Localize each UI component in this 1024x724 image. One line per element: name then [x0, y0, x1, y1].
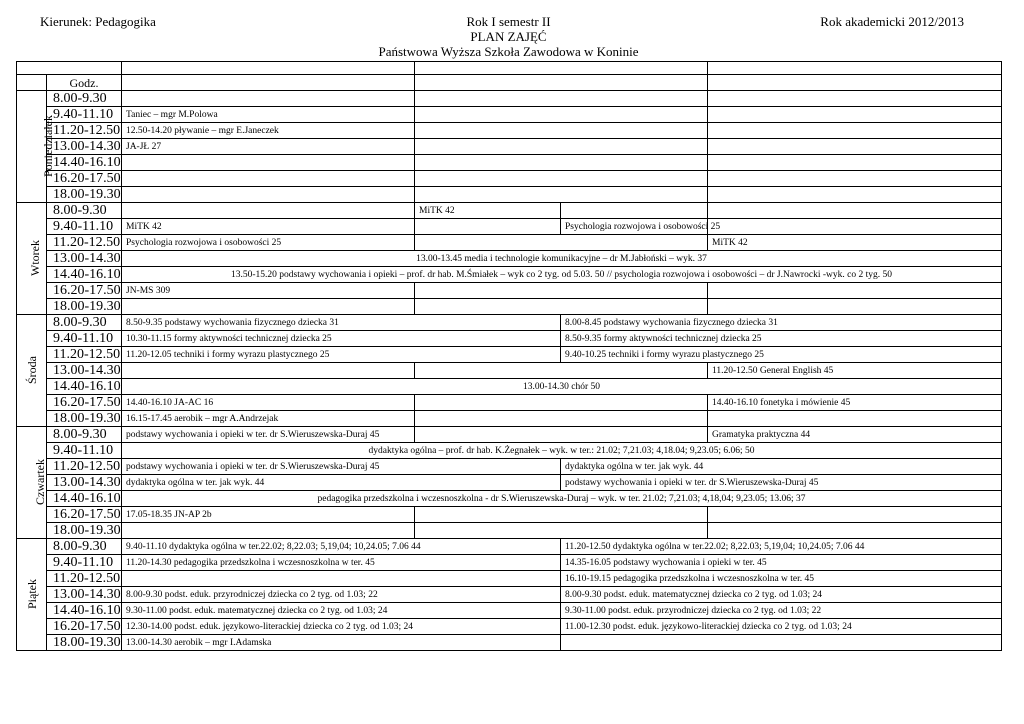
class-cell	[122, 187, 415, 203]
day-label-cell	[17, 427, 47, 539]
class-cell: MiTK 42	[415, 203, 561, 219]
class-cell	[415, 171, 708, 187]
schedule-row	[17, 459, 1002, 475]
time-slot: 11.20-12.50	[47, 571, 122, 587]
time-slot: 8.00-9.30	[47, 315, 122, 331]
class-cell: Taniec – mgr M.Polowa	[122, 107, 415, 123]
class-cell	[415, 107, 708, 123]
class-cell: 17.05-18.35 JN-AP 2b	[122, 507, 415, 523]
schedule-row	[17, 619, 1002, 635]
time-slot: 14.40-16.10	[47, 603, 122, 619]
class-cell	[708, 299, 1002, 315]
class-cell	[708, 107, 1002, 123]
header-school-name: Państwowa Wyższa Szkoła Zawodowa w Koninie	[378, 44, 639, 59]
schedule-row	[17, 91, 1002, 107]
class-cell: Psychologia rozwojowa i osobowości 25	[122, 235, 415, 251]
class-cell	[708, 171, 1002, 187]
class-cell: 11.20-12.05 techniki i formy wyrazu plastycznego 25	[122, 347, 561, 363]
class-cell: podstawy wychowania i opieki w ter. dr S.Wieruszewska-Duraj 45	[122, 459, 561, 475]
schedule-row	[17, 331, 1002, 347]
class-cell	[708, 283, 1002, 299]
schedule-body	[17, 62, 1002, 651]
schedule-row	[17, 251, 1002, 267]
time-slot: 13.00-14.30	[47, 587, 122, 603]
time-slot: 14.40-16.10	[47, 155, 122, 171]
time-slot: 16.20-17.50	[47, 507, 122, 523]
blank-cell	[415, 62, 708, 75]
class-cell	[415, 363, 708, 379]
time-slot: 13.00-14.30	[47, 363, 122, 379]
class-cell	[708, 507, 1002, 523]
class-cell	[708, 187, 1002, 203]
time-slot: 18.00-19.30	[47, 187, 122, 203]
class-cell: Gramatyka praktyczna 44	[708, 427, 1002, 443]
time-slot: 18.00-19.30	[47, 523, 122, 539]
day-label-cell	[17, 315, 47, 427]
class-cell: 16.15-17.45 aerobik – mgr A.Andrzejak	[122, 411, 415, 427]
time-slot: 16.20-17.50	[47, 395, 122, 411]
class-cell	[708, 203, 1002, 219]
class-cell	[415, 123, 708, 139]
time-slot: 14.40-16.10	[47, 267, 122, 283]
schedule-row	[17, 299, 1002, 315]
class-cell: 14.40-16.10 fonetyka i mówienie 45	[708, 395, 1002, 411]
class-cell	[415, 411, 708, 427]
schedule-row	[17, 603, 1002, 619]
schedule-row	[17, 635, 1002, 651]
class-cell: 14.40-16.10 JA-AC 16	[122, 395, 415, 411]
class-cell	[708, 123, 1002, 139]
class-cell: 13.00-14.30 aerobik – mgr I.Adamska	[122, 635, 561, 651]
day-name: Wtorek	[27, 239, 42, 276]
class-cell	[708, 91, 1002, 107]
time-slot: 11.20-12.50	[47, 235, 122, 251]
class-cell	[708, 523, 1002, 539]
blank-cell	[415, 75, 708, 91]
day-name: Poniedziałek	[40, 114, 55, 177]
time-slot: 18.00-19.30	[47, 299, 122, 315]
time-slot: 18.00-19.30	[47, 411, 122, 427]
schedule-row	[17, 187, 1002, 203]
blank-cell	[708, 62, 1002, 75]
class-cell: dydaktyka ogólna w ter. jak wyk. 44	[122, 475, 561, 491]
schedule-row	[17, 411, 1002, 427]
class-cell: podstawy wychowania i opieki w ter. dr S.Wieruszewska-Duraj 45	[122, 427, 415, 443]
class-cell	[708, 139, 1002, 155]
class-cell: 11.20-12.50 dydaktyka ogólna w ter.22.02; 8,22.03; 5,19,04; 10,24.05; 7.06 44	[561, 539, 1002, 555]
class-cell	[708, 411, 1002, 427]
class-cell	[415, 155, 708, 171]
schedule-row	[17, 139, 1002, 155]
time-slot: 9.40-11.10	[47, 219, 122, 235]
class-cell	[415, 187, 708, 203]
time-slot: 16.20-17.50	[47, 619, 122, 635]
class-cell: 11.20-14.30 pedagogika przedszkolna i wczesnoszkolna w ter. 45	[122, 555, 561, 571]
schedule-row	[17, 571, 1002, 587]
class-cell	[122, 523, 415, 539]
class-cell: 10.30-11.15 formy aktywności technicznej dziecka 25	[122, 331, 561, 347]
class-cell	[415, 427, 708, 443]
schedule-row	[17, 171, 1002, 187]
class-cell	[122, 363, 415, 379]
day-label-cell	[17, 91, 55, 203]
schedule-row	[17, 587, 1002, 603]
time-slot: 9.40-11.10	[47, 107, 122, 123]
day-label-cell	[17, 203, 47, 315]
schedule-row	[17, 283, 1002, 299]
schedule-row	[17, 219, 1002, 235]
class-cell: 8.50-9.35 formy aktywności technicznej dziecka 25	[561, 331, 1002, 347]
day-name: Piątek	[25, 578, 39, 609]
class-cell: 13.50-15.20 podstawy wychowania i opieki – prof. dr hab. M.Śmiałek – wyk co 2 tyg. od 5.03. 50 // psychologia rozwojowa i osobowości – dr J.Nawrocki -wyk. co 2 tyg. 50	[122, 267, 1002, 283]
class-cell	[415, 395, 708, 411]
time-slot: 11.20-12.50	[47, 459, 122, 475]
class-cell	[561, 203, 708, 219]
time-slot: 8.00-9.30	[47, 203, 122, 219]
time-slot: 8.00-9.30	[47, 427, 122, 443]
time-slot: 18.00-19.30	[47, 635, 122, 651]
schedule-row	[17, 123, 1002, 139]
class-cell	[122, 203, 415, 219]
class-cell: 16.10-19.15 pedagogika przedszkolna i wczesnoszkolna w ter. 45	[561, 571, 1002, 587]
schedule-row	[17, 475, 1002, 491]
header-blank-row	[17, 62, 1002, 75]
class-cell: MiTK 42	[708, 235, 1002, 251]
time-slot: 16.20-17.50	[47, 171, 122, 187]
class-cell	[122, 171, 415, 187]
class-cell	[561, 635, 1002, 651]
class-cell: pedagogika przedszkolna i wczesnoszkolna - dr S.Wieruszewska-Duraj – wyk. w ter. 21.02; 7,21.03; 4,18,04; 9,23.05; 13.06; 37	[122, 491, 1002, 507]
schedule-row	[17, 267, 1002, 283]
class-cell: 9.40-10.25 techniki i formy wyrazu plastycznego 25	[561, 347, 1002, 363]
blank-cell	[708, 75, 1002, 91]
class-cell	[708, 155, 1002, 171]
time-slot: 14.40-16.10	[47, 491, 122, 507]
class-cell	[415, 299, 708, 315]
blank-cell	[17, 62, 122, 75]
time-slot: 13.00-14.30	[47, 251, 122, 267]
class-cell: 9.30-11.00 podst. eduk. matematycznej dziecka co 2 tyg. od 1.03; 24	[122, 603, 561, 619]
class-cell: 8.00-9.30 podst. eduk. matematycznej dziecka co 2 tyg. od 1.03; 24	[561, 587, 1002, 603]
schedule-row	[17, 379, 1002, 395]
class-cell: dydaktyka ogólna w ter. jak wyk. 44	[561, 459, 1002, 475]
class-cell: 13.00-14.30 chór 50	[122, 379, 1002, 395]
class-cell	[415, 235, 708, 251]
day-label-cell	[17, 539, 47, 651]
time-slot: 11.20-12.50	[47, 347, 122, 363]
schedule-row	[17, 539, 1002, 555]
schedule-row	[17, 315, 1002, 331]
class-cell	[122, 571, 561, 587]
hours-header-row	[17, 75, 1002, 91]
class-cell: 8.00-8.45 podstawy wychowania fizycznego dziecka 31	[561, 315, 1002, 331]
time-slot: 16.20-17.50	[47, 283, 122, 299]
class-cell: JN-MS 309	[122, 283, 415, 299]
schedule-row	[17, 443, 1002, 459]
schedule-row	[17, 107, 1002, 123]
time-slot: 13.00-14.30	[47, 139, 122, 155]
schedule-row	[17, 363, 1002, 379]
schedule-row	[17, 523, 1002, 539]
class-cell: 8.00-9.30 podst. eduk. przyrodniczej dziecka co 2 tyg. od 1.03; 22	[122, 587, 561, 603]
class-cell	[122, 155, 415, 171]
blank-cell	[122, 75, 415, 91]
header-field-of-study: Kierunek: Pedagogika	[40, 14, 156, 29]
schedule-row	[17, 235, 1002, 251]
time-slot: 8.00-9.30	[47, 539, 122, 555]
time-slot: 9.40-11.10	[47, 331, 122, 347]
class-cell: 13.00-13.45 media i technologie komunikacyjne – dr M.Jabłoński – wyk. 37	[122, 251, 1002, 267]
time-slot: 14.40-16.10	[47, 379, 122, 395]
class-cell	[415, 139, 708, 155]
class-cell: JA-JŁ 27	[122, 139, 415, 155]
schedule-row	[17, 203, 1002, 219]
class-cell: 9.40-11.10 dydaktyka ogólna w ter.22.02; 8,22.03; 5,19,04; 10,24.05; 7.06 44	[122, 539, 561, 555]
schedule-row	[17, 427, 1002, 443]
class-cell: 11.00-12.30 podst. eduk. językowo-literackiej dziecka co 2 tyg. od 1.03; 24	[561, 619, 1002, 635]
day-name: Środa	[24, 355, 39, 384]
class-cell: Psychologia rozwojowa i osobowości 25	[561, 219, 708, 235]
class-cell: podstawy wychowania i opieki w ter. dr S.Wieruszewska-Duraj 45	[561, 475, 1002, 491]
hours-header: Godz.	[47, 75, 122, 91]
schedule-row	[17, 347, 1002, 363]
time-slot: 8.00-9.30	[47, 91, 122, 107]
class-cell: 12.50-14.20 pływanie – mgr E.Janeczek	[122, 123, 415, 139]
blank-cell	[122, 62, 415, 75]
schedule-row	[17, 555, 1002, 571]
class-cell	[415, 219, 561, 235]
class-cell	[415, 283, 708, 299]
time-slot: 11.20-12.50	[47, 123, 122, 139]
class-cell: 12.30-14.00 podst. eduk. językowo-literackiej dziecka co 2 tyg. od 1.03; 24	[122, 619, 561, 635]
header-year-semester: Rok I semestr II	[466, 14, 551, 29]
header-plan-title: PLAN ZAJĘĆ	[470, 29, 547, 44]
day-name: Czwartek	[32, 458, 47, 505]
class-cell: MiTK 42	[122, 219, 415, 235]
schedule-row	[17, 395, 1002, 411]
time-slot: 9.40-11.10	[47, 443, 122, 459]
class-cell: 9.30-11.00 podst. eduk. przyrodniczej dziecka co 2 tyg. od 1.03; 22	[561, 603, 1002, 619]
class-cell	[415, 91, 708, 107]
class-cell	[415, 507, 708, 523]
class-cell	[122, 91, 415, 107]
class-cell	[415, 523, 708, 539]
schedule-row	[17, 507, 1002, 523]
header-academic-year: Rok akademicki 2012/2013	[820, 14, 964, 29]
class-cell: dydaktyka ogólna – prof. dr hab. K.Żegnałek – wyk. w ter.: 21.02; 7,21.03; 4,18.04; 9,23.05; 6.06; 50	[122, 443, 1002, 459]
class-cell	[122, 299, 415, 315]
time-slot: 13.00-14.30	[47, 475, 122, 491]
time-slot: 9.40-11.10	[47, 555, 122, 571]
class-cell	[708, 219, 1002, 235]
class-cell: 8.50-9.35 podstawy wychowania fizycznego dziecka 31	[122, 315, 561, 331]
schedule-row	[17, 155, 1002, 171]
blank-cell	[17, 75, 47, 91]
schedule-table	[16, 61, 1002, 651]
schedule-row	[17, 491, 1002, 507]
class-cell: 14.35-16.05 podstawy wychowania i opieki w ter. 45	[561, 555, 1002, 571]
class-cell: 11.20-12.50 General English 45	[708, 363, 1002, 379]
